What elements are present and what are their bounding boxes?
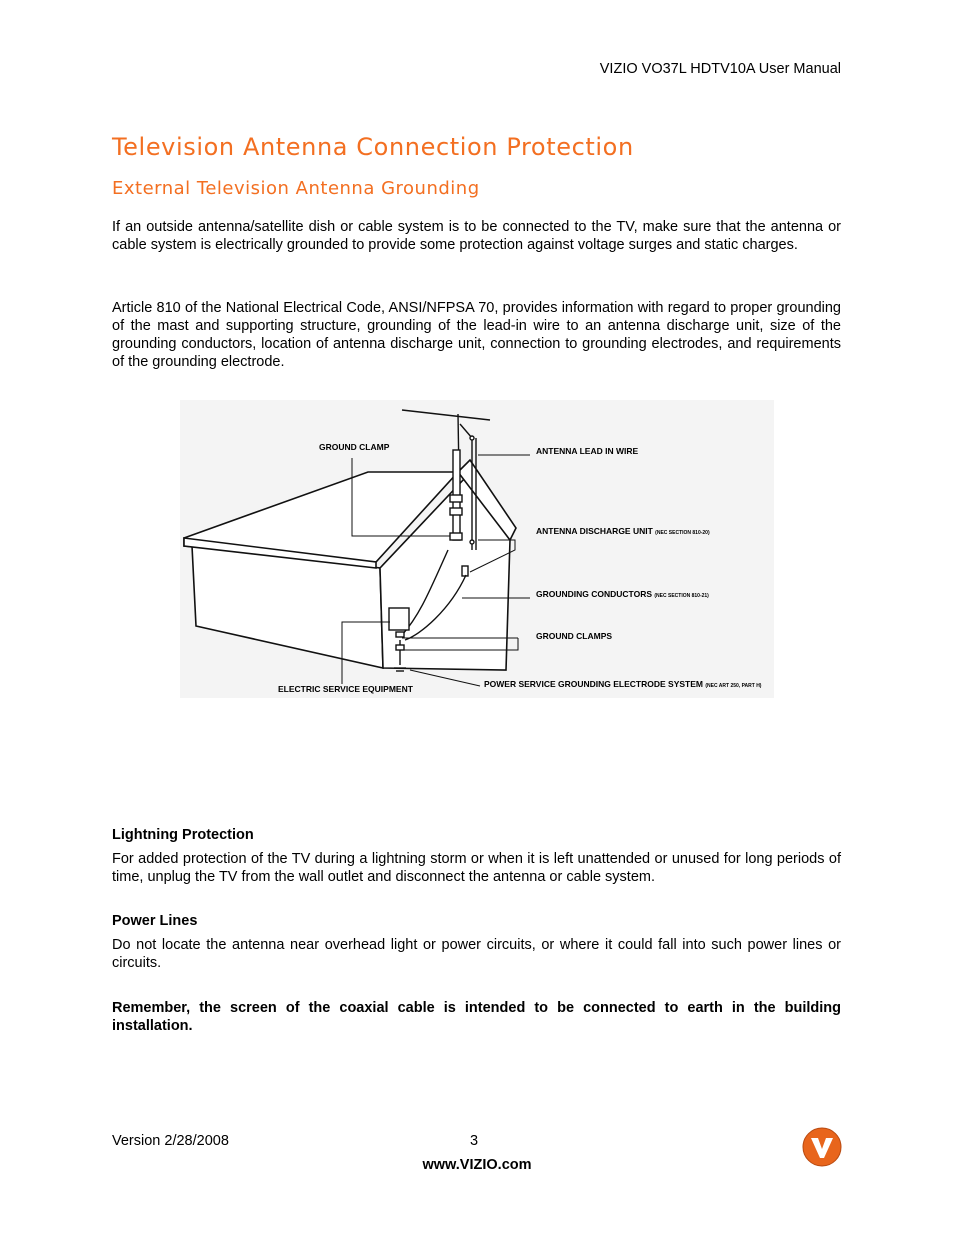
grounding-paragraph: If an outside antenna/satellite dish or cable system is to be connected to the TV, make sure that the antenna or cable system is electrically grounded to provide some protection against voltage surges and static charges. <box>112 219 841 253</box>
antenna-grounding-diagram <box>180 400 774 698</box>
label-discharge-unit: ANTENNA DISCHARGE UNIT (NEC SECTION 810-20) <box>536 526 710 536</box>
power-lines-heading: Power Lines <box>112 913 198 929</box>
power-lines-paragraph: Do not locate the antenna near overhead light or power circuits, or where it could fall into such power lines or circuits. <box>112 937 841 971</box>
page-number: 3 <box>470 1133 479 1149</box>
reminder-paragraph: Remember, the screen of the coaxial cable is intended to be connected to earth in the building installation. <box>112 1000 841 1034</box>
section-subtitle: External Television Antenna Grounding <box>112 178 480 199</box>
section-title: Television Antenna Connection Protection <box>112 133 634 161</box>
label-antenna-lead: ANTENNA LEAD IN WIRE <box>536 446 639 456</box>
label-ground-clamp: GROUND CLAMP <box>319 442 390 452</box>
vizio-logo-icon <box>802 1127 842 1167</box>
manual-title: VIZIO VO37L HDTV10A User Manual <box>599 61 841 77</box>
label-grounding-conductors: GROUNDING CONDUCTORS (NEC SECTION 810-21) <box>536 589 709 599</box>
label-ground-clamps: GROUND CLAMPS <box>536 631 613 641</box>
footer-website: www.VIZIO.com <box>422 1157 532 1173</box>
lightning-paragraph: For added protection of the TV during a lightning storm or when it is left unattended or unused for long periods of time, unplug the TV from the wall outlet and disconnect the antenna or cable system. <box>112 851 841 885</box>
article-810-paragraph: Article 810 of the National Electrical Code, ANSI/NFPSA 70, provides information with regard to proper grounding of the mast and supporting structure, grounding of the lead-in wire to an antenna discharge unit, size of the grounding conductors, location of antenna discharge unit, connection to grounding electrodes, and requirements of the grounding electrode. <box>112 300 841 370</box>
label-power-service: POWER SERVICE GROUNDING ELECTRODE SYSTEM (NEC ART 250, PART H) <box>484 679 762 689</box>
label-electric-service: ELECTRIC SERVICE EQUIPMENT <box>278 684 413 694</box>
lightning-heading: Lightning Protection <box>112 827 254 843</box>
footer-version: Version 2/28/2008 <box>112 1133 229 1149</box>
